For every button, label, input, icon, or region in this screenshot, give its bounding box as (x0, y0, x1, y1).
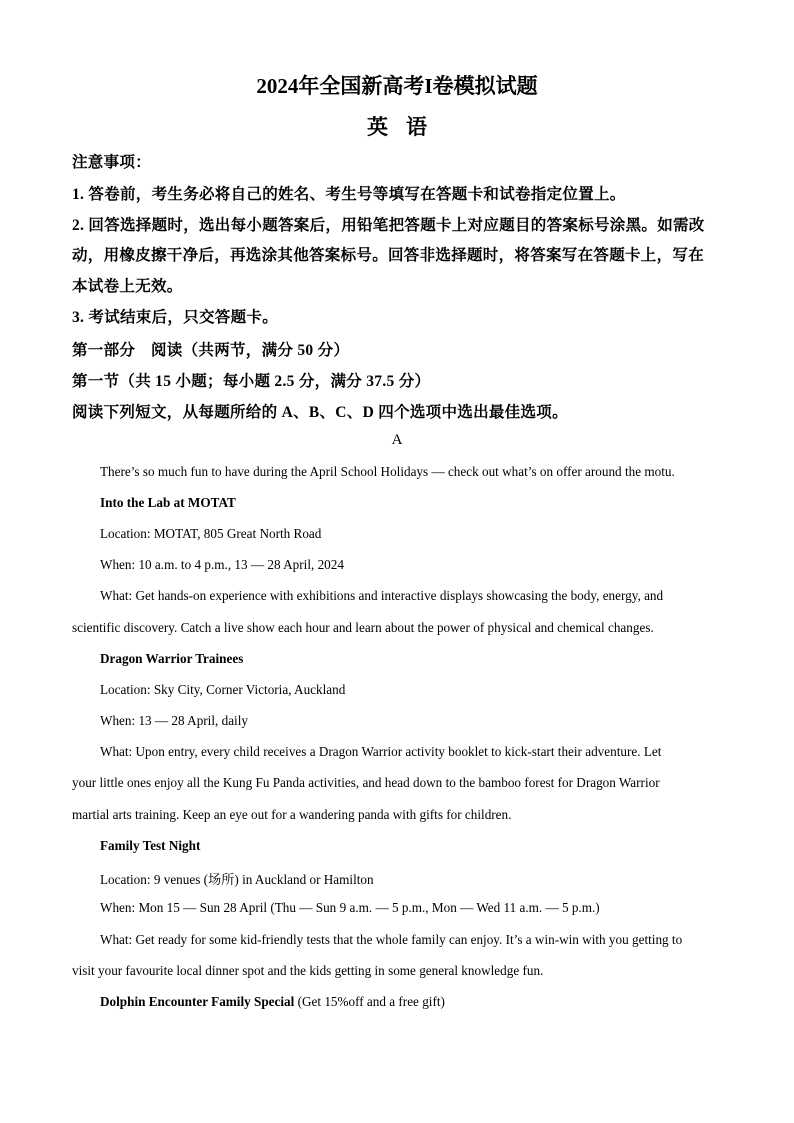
notice-heading: 注意事项： (72, 154, 152, 171)
event-title-family-test: Family Test Night (100, 838, 201, 853)
event-when-dragon: When: 13 — 28 April, daily (100, 713, 248, 728)
notice-item-2-line-1: 2. 回答选择题时，选出每小题答案后，用铅笔把答题卡上对应题目的答案标号涂黑。如需改 (72, 217, 705, 234)
event-title-dragon: Dragon Warrior Trainees (100, 651, 244, 666)
event-title-dolphin: Dolphin Encounter Family Special (Get 15%off and a free gift) (100, 994, 445, 1009)
reading-instruction: 阅读下列短文，从每题所给的 A、B、C、D 四个选项中选出最佳选项。 (72, 404, 568, 421)
event-location-dragon: Location: Sky City, Corner Victoria, Auckland (100, 682, 346, 697)
event-what-family-test-line-1: What: Get ready for some kid-friendly tests that the whole family can enjoy. It’s a win-win with you getting to (100, 932, 683, 947)
event-title-motat: Into the Lab at MOTAT (100, 495, 236, 510)
event-when-family-test: When: Mon 15 — Sun 28 April (Thu — Sun 9 a.m. — 5 p.m., Mon — Wed 11 a.m. — 5 p.m.) (100, 900, 600, 915)
event-dolphin-offer-note: (Get 15%off and a free gift) (294, 994, 445, 1009)
event-what-dragon-line-2: your little ones enjoy all the Kung Fu Panda activities, and head down to the bamboo forest for Dragon Warrior (72, 775, 660, 790)
passage-label: A (391, 432, 403, 448)
notice-item-2-line-3: 本试卷上无效。 (72, 278, 183, 295)
event-what-motat-line-2: scientific discovery. Catch a live show each hour and learn about the power of physical and chemical changes. (72, 620, 654, 635)
event-location-motat: Location: MOTAT, 805 Great North Road (100, 526, 322, 541)
section-heading: 第一节（共 15 小题；每小题 2.5 分，满分 37.5 分） (72, 373, 431, 390)
subject-title: 英语 (367, 115, 445, 139)
notice-item-3: 3. 考试结束后，只交答题卡。 (72, 309, 279, 326)
event-what-dragon-line-3: martial arts training. Keep an eye out for a wandering panda with gifts for children. (72, 807, 512, 822)
event-what-dragon-line-1: What: Upon entry, every child receives a Dragon Warrior activity booklet to kick-start their adventure. Let (100, 744, 662, 759)
event-when-motat: When: 10 a.m. to 4 p.m., 13 — 28 April, 2024 (100, 557, 344, 572)
part-heading: 第一部分 阅读（共两节，满分 50 分） (72, 342, 350, 359)
exam-title: 2024年全国新高考I卷模拟试题 (256, 74, 538, 98)
event-location-family-test: Location: 9 venues (场所) in Auckland or Hamilton (100, 872, 374, 887)
event-what-motat-line-1: What: Get hands-on experience with exhibitions and interactive displays showcasing the body, energy, and (100, 588, 664, 603)
notice-item-1: 1. 答卷前，考生务必将自己的姓名、考生号等填写在答题卡和试卷指定位置上。 (72, 186, 626, 203)
notice-item-2-line-2: 动，用橡皮擦干净后，再选涂其他答案标号。回答非选择题时，将答案写在答题卡上，写在 (72, 247, 705, 264)
event-what-family-test-line-2: visit your favourite local dinner spot and the kids getting in some general knowledge fun. (72, 963, 544, 978)
passage-intro: There’s so much fun to have during the April School Holidays — check out what’s on offer around the motu. (100, 464, 675, 479)
